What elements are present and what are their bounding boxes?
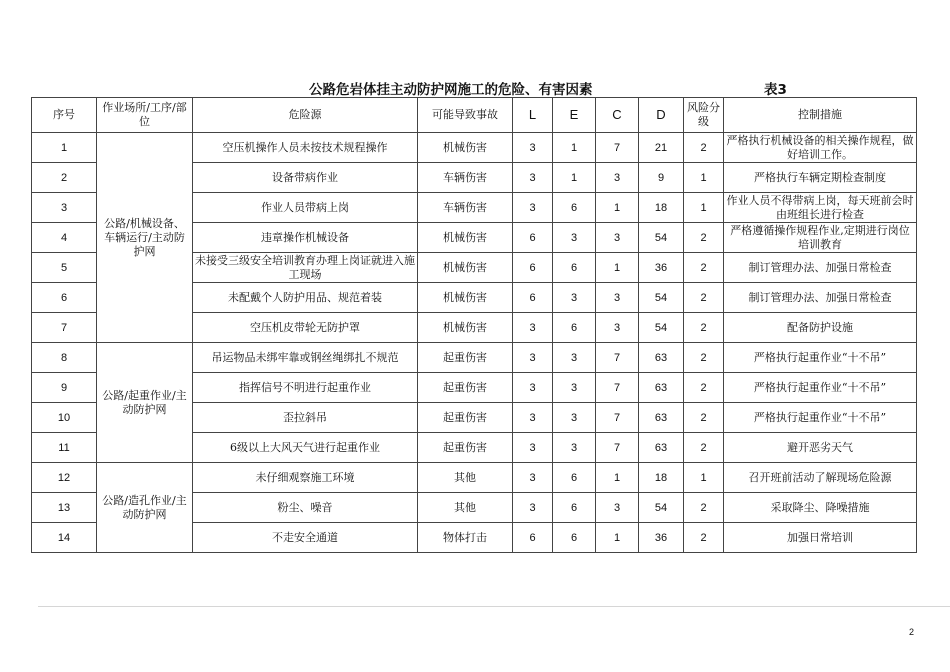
header-row [32, 98, 917, 133]
cell-l: 3 [513, 403, 553, 433]
header-location: 作业场所/工序/部位 [97, 98, 193, 133]
cell-seq: 4 [32, 223, 97, 253]
cell-e: 6 [553, 313, 596, 343]
cell-e: 3 [553, 283, 596, 313]
cell-seq: 1 [32, 133, 97, 163]
cell-e: 3 [553, 223, 596, 253]
cell-hazard: 不走安全通道 [193, 523, 418, 553]
table-row [32, 133, 917, 163]
cell-seq: 3 [32, 193, 97, 223]
cell-e: 6 [553, 193, 596, 223]
cell-control: 严格执行起重作业“十不吊” [724, 343, 917, 373]
cell-e: 1 [553, 133, 596, 163]
cell-c: 7 [596, 373, 639, 403]
cell-l: 6 [513, 253, 553, 283]
cell-control: 制订管理办法、加强日常检查 [724, 253, 917, 283]
header-e: E [553, 98, 596, 133]
cell-d: 54 [639, 223, 684, 253]
cell-level: 2 [684, 283, 724, 313]
cell-accident: 车辆伤害 [418, 193, 513, 223]
cell-e: 6 [553, 523, 596, 553]
cell-accident: 物体打击 [418, 523, 513, 553]
cell-hazard: 空压机皮带轮无防护罩 [193, 313, 418, 343]
cell-seq: 9 [32, 373, 97, 403]
cell-accident: 机械伤害 [418, 133, 513, 163]
cell-seq: 5 [32, 253, 97, 283]
table-row [32, 463, 917, 493]
header-hazard: 危险源 [193, 98, 418, 133]
cell-c: 3 [596, 313, 639, 343]
cell-l: 3 [513, 493, 553, 523]
cell-hazard: 歪拉斜吊 [193, 403, 418, 433]
cell-seq: 8 [32, 343, 97, 373]
cell-accident: 机械伤害 [418, 253, 513, 283]
cell-control: 严格执行车辆定期检查制度 [724, 163, 917, 193]
cell-seq: 6 [32, 283, 97, 313]
table-row [32, 343, 917, 373]
cell-control: 严格执行机械设备的相关操作规程，做好培训工作。 [724, 133, 917, 163]
header-seq: 序号 [32, 98, 97, 133]
cell-d: 18 [639, 463, 684, 493]
cell-accident: 起重伤害 [418, 373, 513, 403]
header-level: 风险分级 [684, 98, 724, 133]
cell-c: 1 [596, 523, 639, 553]
cell-level: 2 [684, 493, 724, 523]
table-number: 表3 [764, 82, 787, 98]
cell-c: 1 [596, 193, 639, 223]
footer-divider [38, 606, 950, 607]
cell-level: 2 [684, 343, 724, 373]
cell-hazard: 吊运物品未绑牢靠或钢丝绳绑扎不规范 [193, 343, 418, 373]
cell-l: 3 [513, 373, 553, 403]
cell-c: 1 [596, 253, 639, 283]
cell-l: 3 [513, 313, 553, 343]
cell-d: 36 [639, 253, 684, 283]
cell-e: 3 [553, 403, 596, 433]
cell-hazard: 指挥信号不明进行起重作业 [193, 373, 418, 403]
cell-c: 7 [596, 133, 639, 163]
header-l: L [513, 98, 553, 133]
cell-hazard: 未接受三级安全培训教育办理上岗证就进入施工现场 [193, 253, 418, 283]
cell-location-group: 公路/造孔作业/主动防护网 [97, 463, 193, 553]
cell-d: 21 [639, 133, 684, 163]
cell-level: 1 [684, 163, 724, 193]
cell-c: 3 [596, 283, 639, 313]
cell-level: 1 [684, 193, 724, 223]
cell-level: 2 [684, 253, 724, 283]
cell-seq: 7 [32, 313, 97, 343]
cell-level: 2 [684, 373, 724, 403]
cell-d: 54 [639, 313, 684, 343]
cell-d: 63 [639, 373, 684, 403]
cell-control: 制订管理办法、加强日常检查 [724, 283, 917, 313]
cell-control: 配备防护设施 [724, 313, 917, 343]
cell-hazard: 设备带病作业 [193, 163, 418, 193]
cell-e: 3 [553, 433, 596, 463]
cell-hazard: 6级以上大风天气进行起重作业 [193, 433, 418, 463]
cell-seq: 14 [32, 523, 97, 553]
cell-level: 2 [684, 403, 724, 433]
cell-c: 1 [596, 463, 639, 493]
header-d: D [639, 98, 684, 133]
header-control: 控制措施 [724, 98, 917, 133]
cell-l: 3 [513, 463, 553, 493]
cell-control: 采取降尘、降噪措施 [724, 493, 917, 523]
document-title: 公路危岩体挂主动防护网施工的危险、有害因素 [309, 82, 593, 98]
cell-c: 7 [596, 403, 639, 433]
cell-hazard: 粉尘、噪音 [193, 493, 418, 523]
header-c: C [596, 98, 639, 133]
cell-d: 63 [639, 433, 684, 463]
cell-seq: 10 [32, 403, 97, 433]
cell-accident: 机械伤害 [418, 223, 513, 253]
page-number: 2 [909, 627, 915, 637]
cell-e: 3 [553, 343, 596, 373]
cell-accident: 起重伤害 [418, 433, 513, 463]
cell-c: 3 [596, 493, 639, 523]
cell-accident: 机械伤害 [418, 283, 513, 313]
cell-d: 18 [639, 193, 684, 223]
cell-e: 3 [553, 373, 596, 403]
cell-seq: 2 [32, 163, 97, 193]
cell-d: 54 [639, 493, 684, 523]
cell-control: 作业人员不得带病上岗，每天班前会时由班组长进行检查 [724, 193, 917, 223]
cell-seq: 13 [32, 493, 97, 523]
cell-location-group: 公路/起重作业/主动防护网 [97, 343, 193, 463]
cell-seq: 12 [32, 463, 97, 493]
cell-seq: 11 [32, 433, 97, 463]
cell-accident: 起重伤害 [418, 343, 513, 373]
header-accident: 可能导致事故 [418, 98, 513, 133]
cell-level: 2 [684, 223, 724, 253]
cell-control: 严格遵循操作规程作业,定期进行岗位培训教育 [724, 223, 917, 253]
cell-e: 6 [553, 253, 596, 283]
cell-accident: 其他 [418, 463, 513, 493]
cell-c: 3 [596, 223, 639, 253]
cell-c: 7 [596, 343, 639, 373]
hazard-table [31, 97, 917, 553]
cell-l: 6 [513, 523, 553, 553]
cell-c: 3 [596, 163, 639, 193]
cell-location-group: 公路/机械设备、车辆运行/主动防护网 [97, 133, 193, 343]
cell-level: 1 [684, 463, 724, 493]
cell-accident: 其他 [418, 493, 513, 523]
cell-d: 63 [639, 403, 684, 433]
cell-hazard: 未仔细观察施工环境 [193, 463, 418, 493]
cell-l: 6 [513, 283, 553, 313]
cell-hazard: 空压机操作人员未按技术规程操作 [193, 133, 418, 163]
cell-l: 6 [513, 223, 553, 253]
cell-accident: 车辆伤害 [418, 163, 513, 193]
cell-accident: 机械伤害 [418, 313, 513, 343]
cell-l: 3 [513, 343, 553, 373]
cell-l: 3 [513, 193, 553, 223]
cell-accident: 起重伤害 [418, 403, 513, 433]
cell-control: 避开恶劣天气 [724, 433, 917, 463]
cell-control: 严格执行起重作业“十不吊” [724, 373, 917, 403]
cell-control: 召开班前活动了解现场危险源 [724, 463, 917, 493]
cell-c: 7 [596, 433, 639, 463]
cell-d: 63 [639, 343, 684, 373]
cell-d: 36 [639, 523, 684, 553]
cell-control: 严格执行起重作业“十不吊” [724, 403, 917, 433]
cell-d: 9 [639, 163, 684, 193]
cell-e: 6 [553, 493, 596, 523]
cell-hazard: 违章操作机械设备 [193, 223, 418, 253]
cell-level: 2 [684, 523, 724, 553]
cell-e: 1 [553, 163, 596, 193]
cell-d: 54 [639, 283, 684, 313]
cell-l: 3 [513, 133, 553, 163]
cell-e: 6 [553, 463, 596, 493]
cell-hazard: 未配戴个人防护用品、规范着装 [193, 283, 418, 313]
cell-l: 3 [513, 433, 553, 463]
cell-l: 3 [513, 163, 553, 193]
cell-level: 2 [684, 133, 724, 163]
cell-level: 2 [684, 313, 724, 343]
cell-hazard: 作业人员带病上岗 [193, 193, 418, 223]
cell-level: 2 [684, 433, 724, 463]
cell-control: 加强日常培训 [724, 523, 917, 553]
